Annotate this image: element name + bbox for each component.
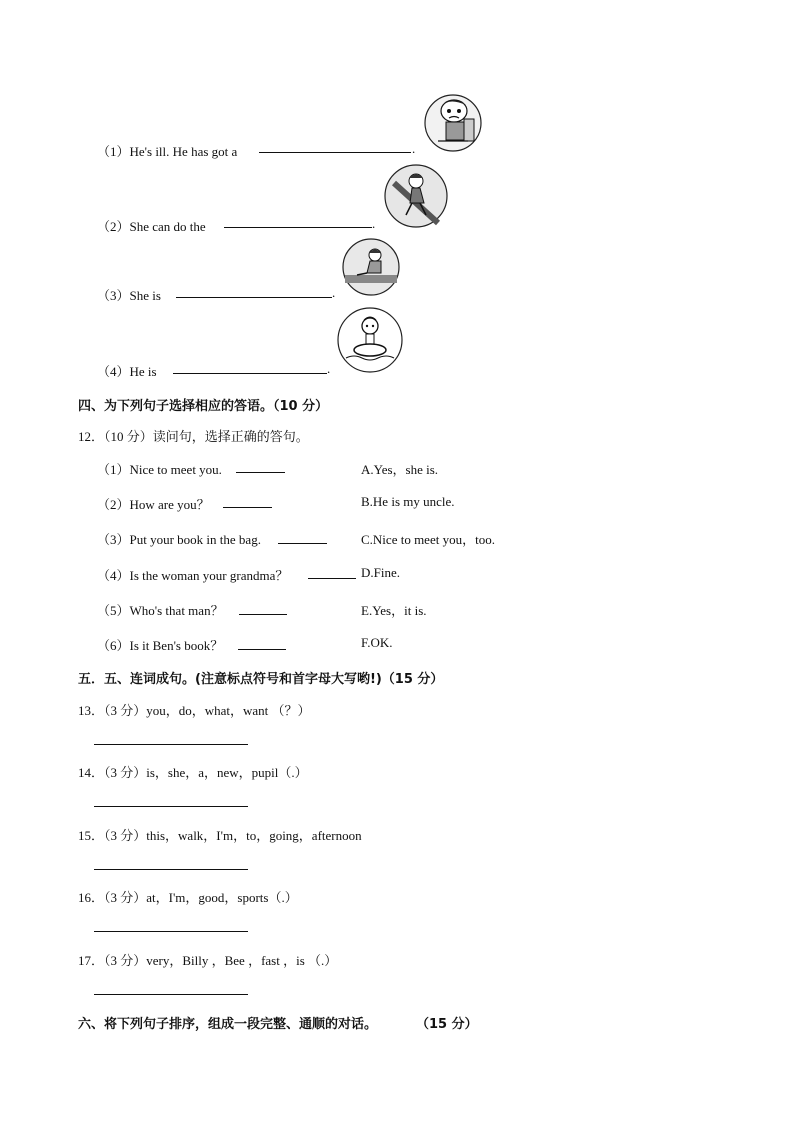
question-text: Nice to meet you. (129, 462, 222, 477)
fill-item-text: She can do the (129, 219, 206, 234)
answer-option: E.Yes，it is. (361, 603, 427, 618)
fill-item-number: （3） (97, 288, 130, 303)
sentence-question: 14．（3 分）is，she，a，new，pupil（.） (78, 765, 308, 780)
answer-line[interactable] (94, 931, 248, 932)
period: . (332, 285, 336, 300)
question-text: Is it Ben's book？ (129, 638, 224, 653)
fill-item-number: （2） (97, 219, 130, 234)
answer-blank[interactable] (308, 578, 356, 579)
section-heading: 五．五、连词成句。(注意标点符号和首字母大写哟!)（15 分） (78, 672, 444, 687)
section-score: （15 分） (416, 1017, 478, 1032)
fill-item-number: （4） (97, 364, 130, 379)
question-number: （5） (97, 603, 130, 618)
question-text: Put your book in the bag. (129, 532, 261, 547)
sentence-question: 15．（3 分）this，walk，I'm，to，going，afternoon (78, 828, 362, 843)
answer-blank[interactable] (259, 152, 411, 153)
answer-option: F.OK. (361, 635, 393, 650)
sentence-question: 13．（3 分）you，do，what，want （？） (78, 703, 311, 718)
period: . (372, 216, 376, 231)
boy-in-boat-picture (334, 306, 406, 374)
answer-line[interactable] (94, 744, 248, 745)
answer-blank[interactable] (236, 472, 285, 473)
sentence-question: 16．（3 分）at，I'm，good，sports（.） (78, 890, 298, 905)
answer-blank[interactable] (239, 614, 287, 615)
question-number: （4） (97, 568, 130, 583)
period: . (327, 361, 331, 376)
answer-line[interactable] (94, 994, 248, 995)
question-number: （1） (97, 462, 130, 477)
fill-item-text: She is (129, 288, 161, 303)
section-heading: 四、为下列句子选择相应的答语。（10 分） (78, 399, 329, 414)
question-number: （3） (97, 532, 130, 547)
question-text: Is the woman your grandma？ (129, 568, 289, 583)
answer-blank[interactable] (238, 649, 286, 650)
question-number: （2） (97, 497, 130, 512)
answer-blank[interactable] (223, 507, 272, 508)
answer-option: C.Nice to meet you，too. (361, 532, 495, 547)
fill-item-text: He is (129, 364, 157, 379)
question-text: Who's that man？ (129, 603, 224, 618)
question-text: How are you？ (129, 497, 210, 512)
sentence-question: 17．（3 分）very，Billy ，Bee ，fast ，is （.） (78, 953, 338, 968)
answer-option: B.He is my uncle. (361, 494, 455, 509)
question-title: 12．（10 分）读问句，选择正确的答句。 (78, 429, 309, 444)
answer-blank[interactable] (173, 373, 327, 374)
answer-option: D.Fine. (361, 565, 400, 580)
answer-blank[interactable] (278, 543, 327, 544)
period: . (412, 141, 416, 156)
answer-line[interactable] (94, 869, 248, 870)
answer-blank[interactable] (224, 227, 372, 228)
answer-blank[interactable] (176, 297, 332, 298)
sick-boy-picture (418, 93, 488, 153)
section-heading: 六、将下列句子排序，组成一段完整、通顺的对话。 (78, 1017, 378, 1032)
girl-on-slide-picture (382, 163, 450, 229)
question-number: （6） (97, 638, 130, 653)
answer-option: A.Yes，she is. (361, 462, 439, 477)
answer-line[interactable] (94, 806, 248, 807)
fill-item-text: He's ill. He has got a (129, 144, 238, 159)
fill-item-number: （1） (97, 144, 130, 159)
girl-sitting-picture (337, 237, 405, 297)
